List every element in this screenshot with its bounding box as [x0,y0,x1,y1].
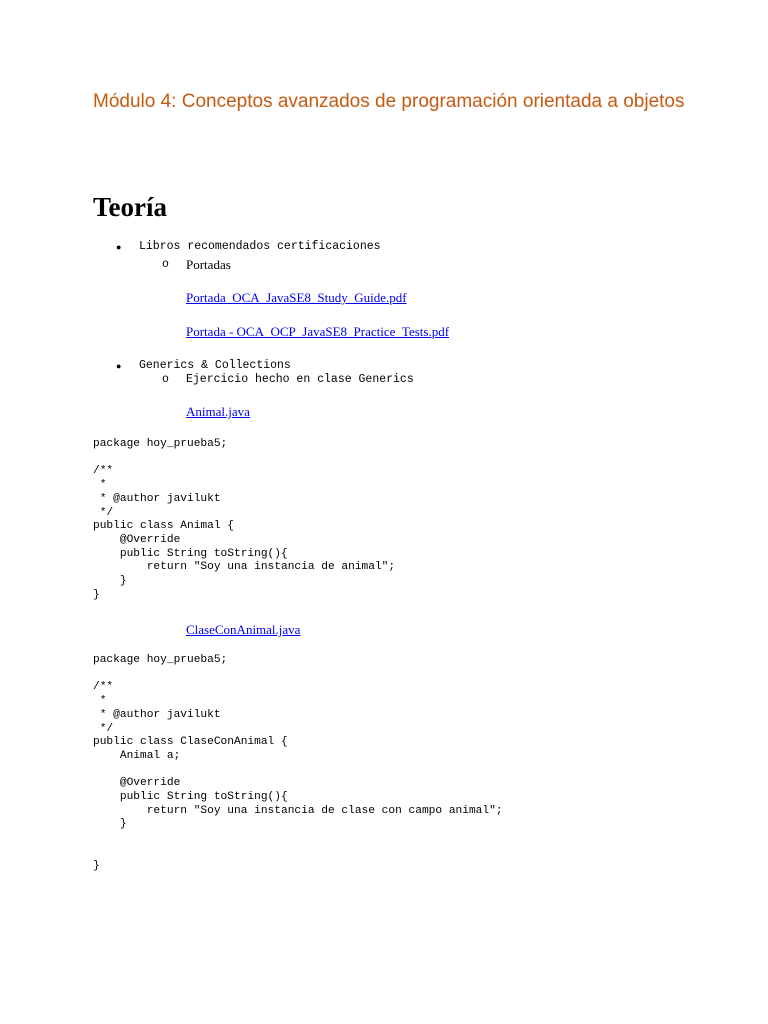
sub-bullet-text-ejercicio: Ejercicio hecho en clase Generics [186,373,414,386]
bullet-marker: ● [116,361,122,371]
link-animal-java[interactable]: Animal.java [186,404,250,419]
link-portada-oca-study-guide[interactable]: Portada_OCA_JavaSE8_Study_Guide.pdf [186,290,407,305]
code-block-animal: package hoy_prueba5; /** * * @author javilukt */ public class Animal { @Override public String toString(){ return "Soy una instancia de animal"; } } [93,438,396,601]
link-claseconanimal-java[interactable]: ClaseConAnimal.java [186,622,301,637]
section-heading: Teoría [93,192,167,222]
bullet-marker: ● [116,242,122,252]
sub-bullet-marker: o [162,258,169,271]
bullet-text-generics: Generics & Collections [139,359,291,372]
document-title: Módulo 4: Conceptos avanzados de programación orientada a objetos [93,91,685,112]
bullet-text-libros: Libros recomendados certificaciones [139,240,381,253]
sub-bullet-text-portadas: Portadas [186,257,231,272]
link-portada-oca-ocp-practice-tests[interactable]: Portada - OCA_OCP_JavaSE8_Practice_Tests.pdf [186,324,450,339]
sub-bullet-marker: o [162,373,169,386]
code-block-claseconanimal: package hoy_prueba5; /** * * @author javilukt */ public class ClaseConAnimal { Animal a; @Override public String toString(){ return "Soy una instancia de clase con campo animal"; } } [93,654,503,872]
